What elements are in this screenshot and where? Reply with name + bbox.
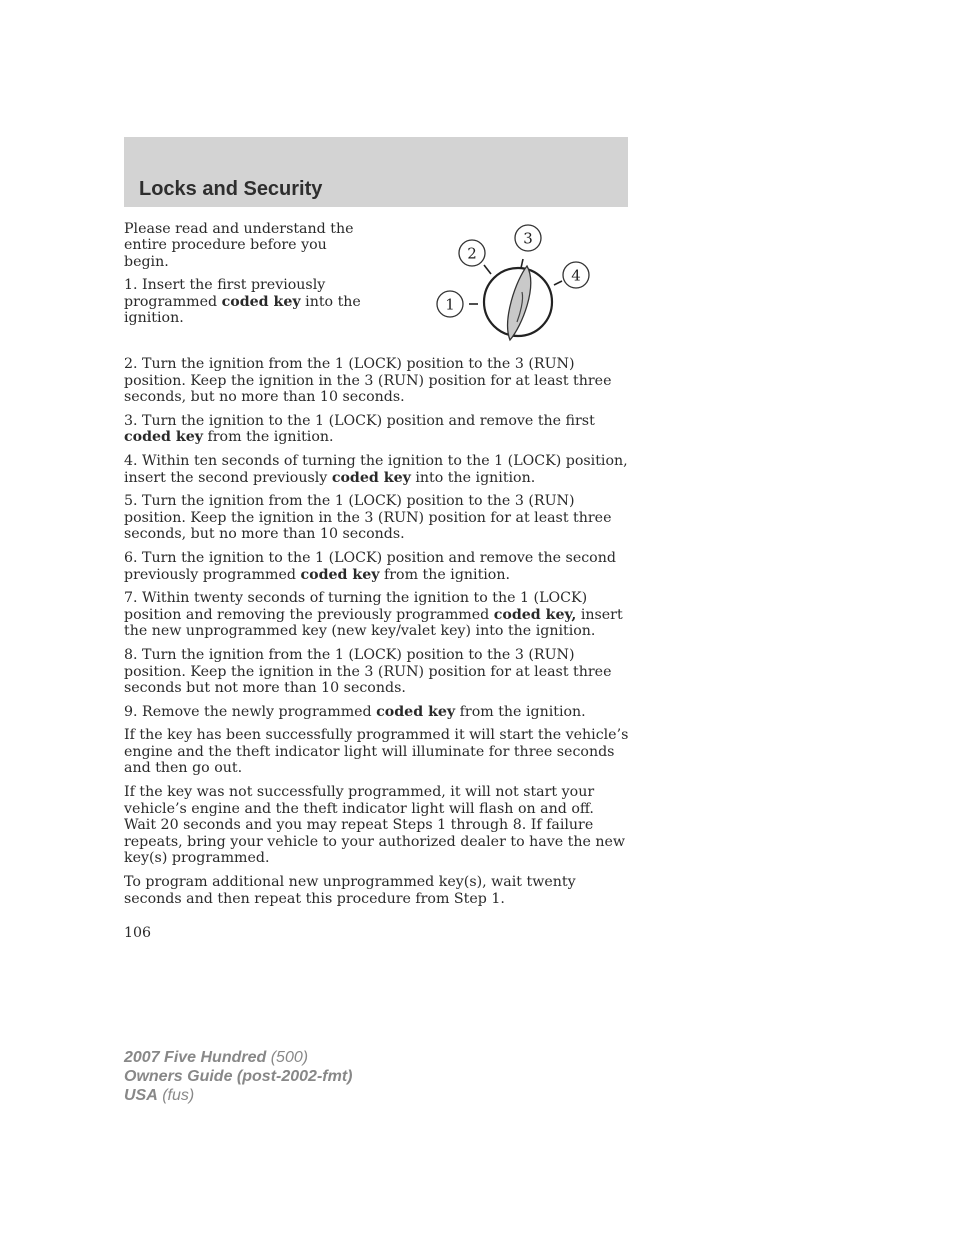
step-1: 1. Insert the first previously programmed coded key into the ignition. [124, 277, 361, 327]
tick-4 [554, 281, 562, 285]
section-header [124, 137, 628, 207]
step-2: 2. Turn the ignition from the 1 (LOCK) position to the 3 (RUN) position. Keep the ignition in the 3 (RUN) position for at least three seconds, but no more than 10 seconds. [124, 356, 612, 406]
step-9: 9. Remove the newly programmed coded key from the ignition. [124, 703, 586, 720]
position-label-1: 1 [445, 295, 455, 314]
footer-line-3: USA (fus) [124, 1087, 195, 1104]
intro-paragraph: Please read and understand the entire procedure before you begin. [124, 221, 354, 270]
page-number: 106 [124, 925, 152, 941]
document-footer [124, 1048, 352, 1105]
step-8: 8. Turn the ignition from the 1 (LOCK) position to the 3 (RUN) position. Keep the ignition in the 3 (RUN) position for at least three seconds but not more than 10 seconds. [124, 646, 612, 697]
step-5: 5. Turn the ignition from the 1 (LOCK) position to the 3 (RUN) position. Keep the ignition in the 3 (RUN) position for at least three seconds, but no more than 10 seconds. [124, 493, 612, 543]
step-6: 6. Turn the ignition to the 1 (LOCK) position and remove the second previously programmed coded key from the ignition. [124, 549, 616, 583]
step-3: 3. Turn the ignition to the 1 (LOCK) position and remove the first coded key from the ignition. [124, 412, 595, 446]
position-label-4: 4 [571, 266, 581, 285]
section-title: Locks and Security [139, 178, 323, 200]
ignition-diagram [430, 222, 600, 344]
footer-line-1: 2007 Five Hundred (500) [124, 1049, 309, 1066]
success-paragraph: If the key has been successfully programmed it will start the vehicle’s engine and the theft indicator light will illuminate for three seconds and then go out. [124, 727, 629, 777]
step-4: 4. Within ten seconds of turning the ignition to the 1 (LOCK) position, insert the second previously coded key into the ignition. [124, 452, 628, 486]
procedure-steps [124, 356, 630, 914]
position-label-2: 2 [467, 244, 477, 263]
step-7: 7. Within twenty seconds of turning the ignition to the 1 (LOCK) position and removing the previously programmed coded key, insert the new unprogrammed key (new key/valet key) into the ignition. [124, 590, 623, 640]
failure-paragraph: If the key was not successfully programmed, it will not start your vehicle’s engine and the theft indicator light will flash on and off. Wait 20 seconds and you may repeat Steps 1 through 8. If failure repeats, bring your vehicle to your authorized dealer to have the new key(s) programmed. [124, 784, 626, 867]
additional-keys-paragraph: To program additional new unprogrammed key(s), wait twenty seconds and then repeat this procedure from Step 1. [124, 874, 576, 907]
footer-line-2: Owners Guide (post-2002-fmt) [124, 1068, 353, 1085]
tick-2 [484, 265, 491, 274]
tick-3 [521, 259, 523, 268]
intro-text [124, 221, 374, 333]
position-label-3: 3 [523, 229, 533, 248]
